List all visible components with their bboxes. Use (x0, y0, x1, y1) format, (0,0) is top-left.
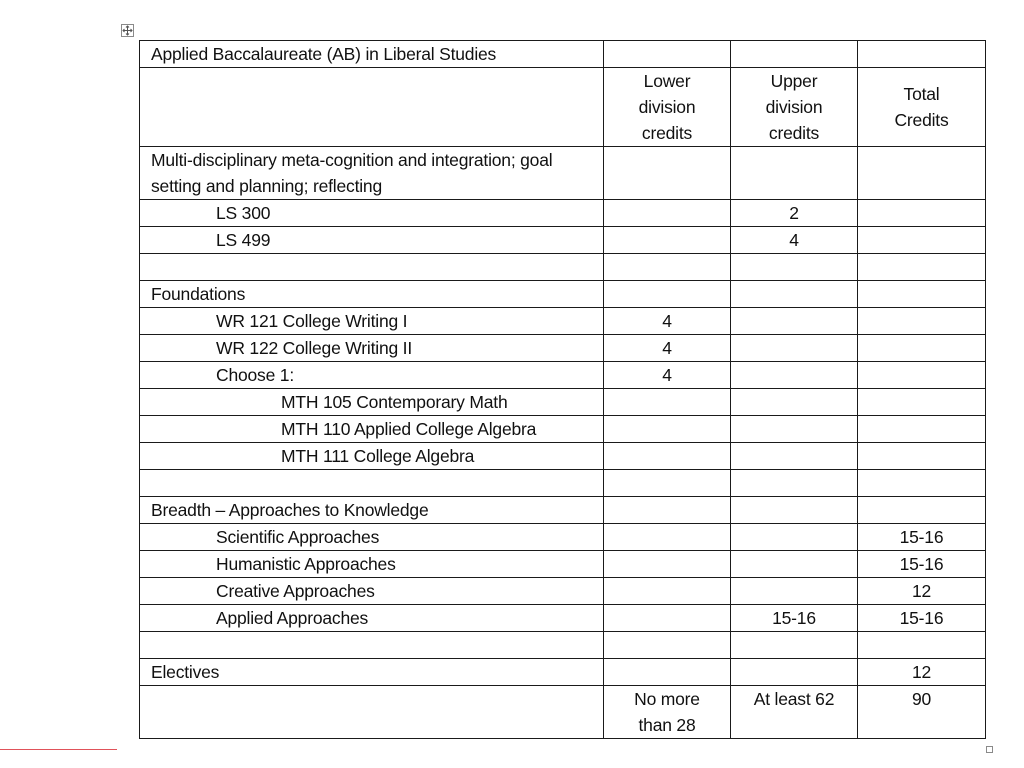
table-row (140, 389, 986, 416)
row-upper-credits: 2 (731, 200, 858, 227)
row-upper-credits (731, 524, 858, 551)
row-label: MTH 111 College Algebra (140, 443, 604, 470)
table-row (140, 335, 986, 362)
row-upper-credits (731, 632, 858, 659)
row-lower-credits (604, 227, 731, 254)
row-total-credits: 12 (858, 659, 986, 686)
row-total-credits (858, 281, 986, 308)
row-label: MTH 110 Applied College Algebra (140, 416, 604, 443)
row-total-credits (858, 227, 986, 254)
row-total-credits: 12 (858, 578, 986, 605)
row-total-credits (858, 200, 986, 227)
table-row (140, 281, 986, 308)
table-row (140, 578, 986, 605)
row-upper-credits: 15-16 (731, 605, 858, 632)
row-total-credits: 15-16 (858, 524, 986, 551)
row-lower-credits (604, 578, 731, 605)
title-row (140, 41, 986, 68)
row-lower-credits (604, 254, 731, 281)
table-resize-handle-icon[interactable] (986, 746, 993, 753)
row-label: Applied Approaches (140, 605, 604, 632)
table-row (140, 147, 986, 200)
header-row (140, 68, 986, 147)
spacer-row (140, 470, 986, 497)
row-label: Breadth – Approaches to Knowledge (140, 497, 604, 524)
table-row (140, 200, 986, 227)
row-upper-credits (731, 659, 858, 686)
header-lower-division: Lower division credits (604, 68, 731, 147)
row-lower-credits (604, 659, 731, 686)
row-label: Humanistic Approaches (140, 551, 604, 578)
row-total-credits (858, 362, 986, 389)
row-lower-credits (604, 389, 731, 416)
table-row (140, 551, 986, 578)
credits-table (139, 40, 986, 739)
row-upper-credits (731, 362, 858, 389)
row-upper-credits (731, 578, 858, 605)
row-label: Multi-disciplinary meta-cognition and integration; goal setting and planning; reflecting (140, 147, 604, 200)
row-lower-credits (604, 551, 731, 578)
table-row (140, 605, 986, 632)
row-lower-credits: 4 (604, 308, 731, 335)
row-lower-credits (604, 416, 731, 443)
row-total-credits (858, 335, 986, 362)
row-total-credits (858, 389, 986, 416)
table-title: Applied Baccalaureate (AB) in Liberal Studies (140, 41, 604, 68)
table-row (140, 227, 986, 254)
row-label: MTH 105 Contemporary Math (140, 389, 604, 416)
row-upper-credits (731, 470, 858, 497)
summary-row (140, 686, 986, 739)
row-total-credits (858, 416, 986, 443)
row-lower-credits (604, 443, 731, 470)
row-upper-credits (731, 147, 858, 200)
row-label: WR 122 College Writing II (140, 335, 604, 362)
row-label: LS 499 (140, 227, 604, 254)
table-row (140, 416, 986, 443)
row-upper-credits (731, 281, 858, 308)
spacer-row (140, 632, 986, 659)
table-row (140, 362, 986, 389)
row-upper-credits (731, 551, 858, 578)
row-total-credits (858, 254, 986, 281)
row-upper-credits (731, 308, 858, 335)
row-total-credits (858, 443, 986, 470)
row-lower-credits: 4 (604, 362, 731, 389)
row-total-credits: 15-16 (858, 605, 986, 632)
page-margin-line (0, 749, 117, 750)
row-upper-credits (731, 389, 858, 416)
row-upper-credits (731, 254, 858, 281)
row-lower-credits: 4 (604, 335, 731, 362)
row-label: WR 121 College Writing I (140, 308, 604, 335)
row-label: Choose 1: (140, 362, 604, 389)
summary-lower-credits: No more than 28 (604, 686, 731, 739)
row-upper-credits (731, 497, 858, 524)
row-upper-credits: 4 (731, 227, 858, 254)
row-total-credits (858, 308, 986, 335)
row-label: LS 300 (140, 200, 604, 227)
row-total-credits (858, 470, 986, 497)
header-upper-division: Upper division credits (731, 68, 858, 147)
row-lower-credits (604, 147, 731, 200)
table-row (140, 524, 986, 551)
summary-upper-credits: At least 62 (731, 686, 858, 739)
table-row (140, 308, 986, 335)
table-row (140, 497, 986, 524)
row-total-credits (858, 147, 986, 200)
row-lower-credits (604, 200, 731, 227)
row-lower-credits (604, 605, 731, 632)
row-label: Foundations (140, 281, 604, 308)
row-total-credits (858, 497, 986, 524)
row-upper-credits (731, 335, 858, 362)
spacer-row (140, 254, 986, 281)
row-label (140, 470, 604, 497)
row-lower-credits (604, 281, 731, 308)
row-label: Creative Approaches (140, 578, 604, 605)
row-total-credits (858, 632, 986, 659)
row-upper-credits (731, 443, 858, 470)
row-lower-credits (604, 470, 731, 497)
row-label: Electives (140, 659, 604, 686)
table-row (140, 659, 986, 686)
row-lower-credits (604, 497, 731, 524)
row-label (140, 632, 604, 659)
row-label: Scientific Approaches (140, 524, 604, 551)
row-lower-credits (604, 632, 731, 659)
row-label (140, 254, 604, 281)
header-total-credits: Total Credits (858, 68, 986, 147)
row-lower-credits (604, 524, 731, 551)
table-row (140, 443, 986, 470)
row-total-credits: 15-16 (858, 551, 986, 578)
table-move-handle-icon[interactable] (121, 24, 134, 37)
row-upper-credits (731, 416, 858, 443)
summary-total-credits: 90 (858, 686, 986, 739)
